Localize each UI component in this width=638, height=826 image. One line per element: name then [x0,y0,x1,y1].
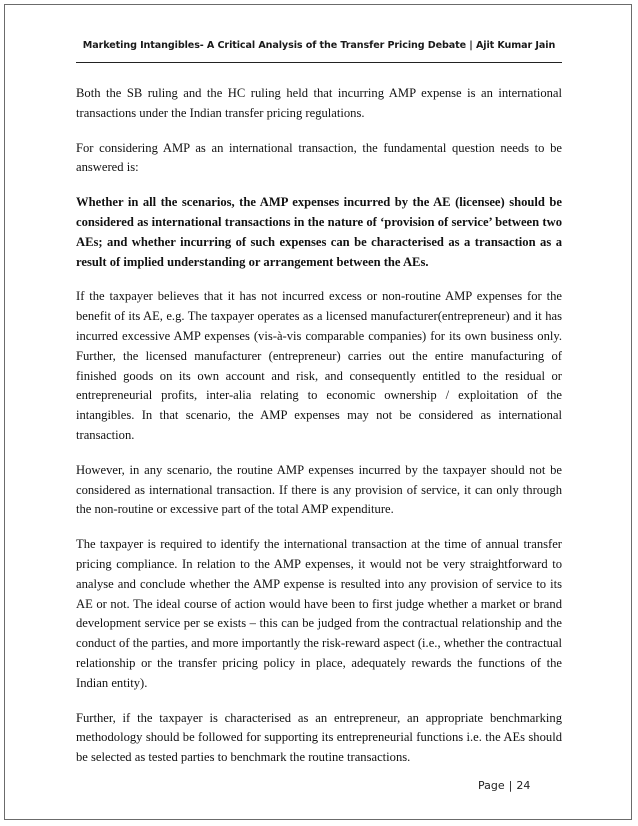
header-rule [76,62,562,63]
paragraph-rulings: Both the SB ruling and the HC ruling held that incurring AMP expense is an international transactions under the Indian transfer pricing regulations. [76,86,562,120]
paragraph-entrepreneur-benchmarking: Further, if the taxpayer is characterised as an entrepreneur, an appropriate benchmarking methodology should be followed for supporting its entrepreneurial functions i.e. the AEs should be selected as tested parties to benchmark the routine transactions. [76,710,562,765]
document-body [76,84,562,783]
paragraph-question-intro: For considering AMP as an international transaction, the fundamental question needs to be answered is: [76,140,562,175]
paragraph-licensed-manufacturer: If the taxpayer believes that it has not incurred excess or non-routine AMP expenses for the benefit of its AE, e.g. The taxpayer operates as a licensed manufacturer(entrepreneur) and it has incurred excessive AMP expenses (vis-à-vis comparable companies) for its own business only. Further, the licensed manufacturer (entrepreneur) carries out the entire manufacturing of finished goods on its own account and risk, and consequently entitled to the residual or entrepreneurial profits, inter-alia relating to economic ownership / exploitation of the intangibles. In that scenario, the AMP expenses may not be considered as international transaction. [76,289,562,442]
page-footer [478,779,530,792]
paragraph-routine-amp: However, in any scenario, the routine AMP expenses incurred by the taxpayer should not be considered as international transaction. If there is any provision of service, it can only through the non-routine or excessive part of the total AMP expenditure. [76,462,562,517]
page-label: Page [478,779,505,792]
running-header: Marketing Intangibles- A Critical Analysis of the Transfer Pricing Debate | Ajit Kumar Jain [82,40,556,51]
page-number: 24 [516,779,531,792]
paragraph-identify-transaction: The taxpayer is required to identify the international transaction at the time of annual transfer pricing compliance. In relation to the AMP expenses, it would not be very straightforward to analyse and conclude whether the AMP expense is resulted into any provision of service to its AE or not. The ideal course of action would have been to first judge whether a market or brand development service per se exists – this can be judged from the contractual relationship and the conduct of the parties, and more importantly the risk-reward aspect (i.e., whether the contractual relationship or the transfer pricing policy in place, adequately rewards the functions of the Indian entity). [76,537,562,690]
page-separator: | [508,779,513,792]
paragraph-fundamental-question: Whether in all the scenarios, the AMP expenses incurred by the AE (licensee) should be considered as international transactions in the nature of ‘provision of service’ between two AEs; and whether incurring of such expenses can be characterised as a transaction as a result of implied understanding or arrangement between the AEs. [76,195,562,269]
